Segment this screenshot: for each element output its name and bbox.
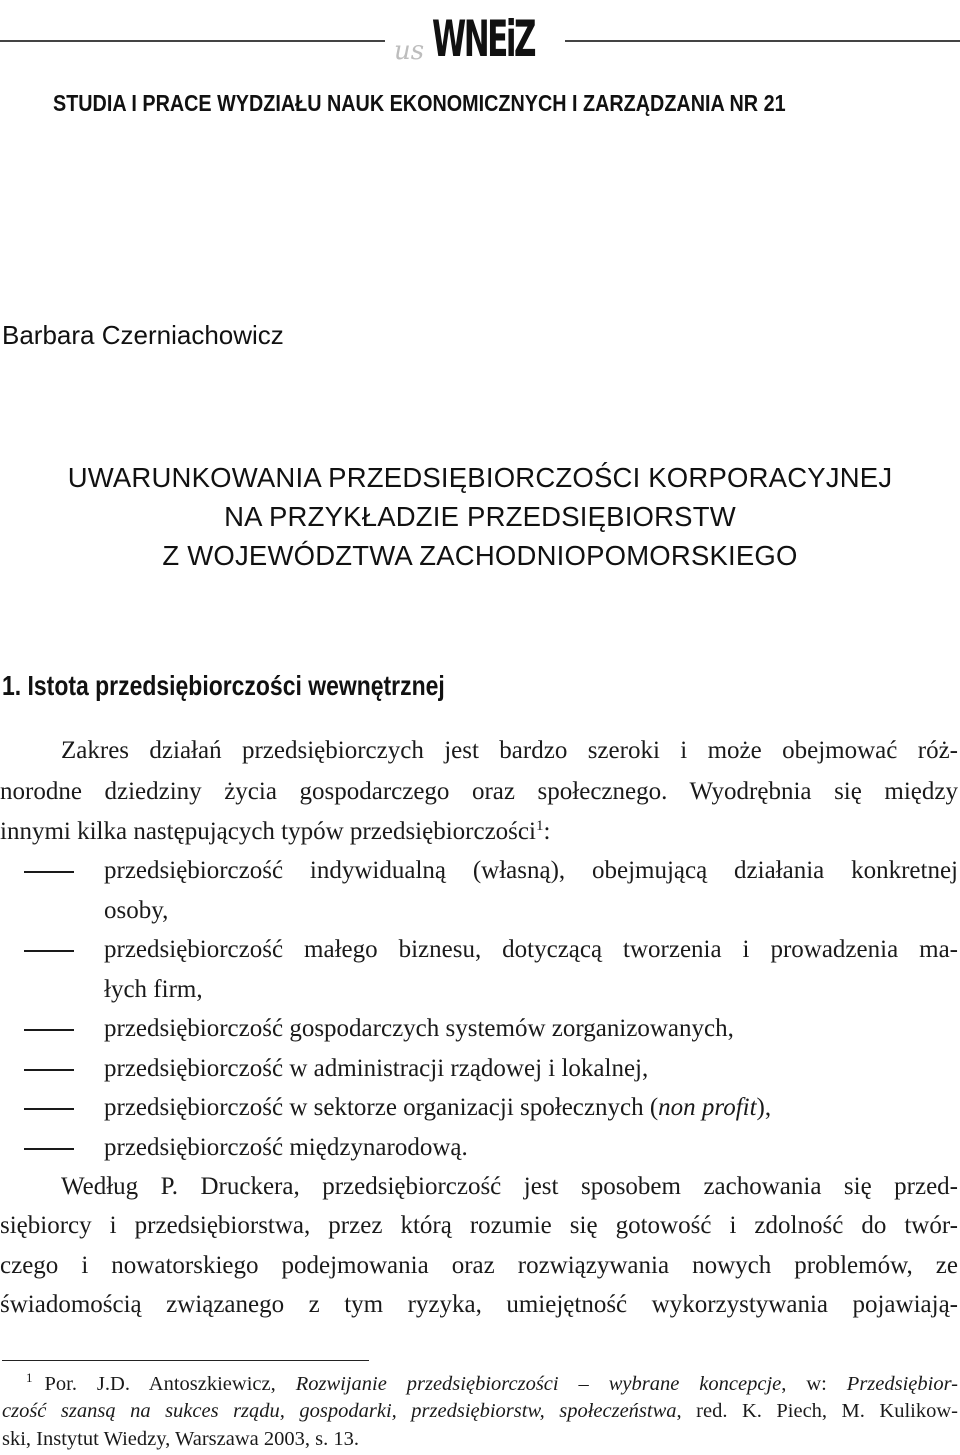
footnote-italic: czość szansą na sukces rządu, gospodarki, przedsiębiorstw, społeczeństwa <box>2 1400 677 1422</box>
list-dash <box>24 1108 74 1110</box>
title-line: UWARUNKOWANIA PRZEDSIĘBIORCZOŚCI KORPORACYJNEJ <box>67 462 893 493</box>
header-rule-right <box>565 40 960 42</box>
para1-line <box>0 818 550 846</box>
footnote-line <box>2 1400 958 1423</box>
header-rule-left <box>0 40 385 42</box>
footnote-line <box>26 1370 958 1396</box>
footnote-italic: Przedsiębior- <box>846 1373 958 1395</box>
list-item-italic: non profit <box>658 1094 757 1121</box>
list-dash <box>24 1069 74 1071</box>
footnote-line: ski, Instytut Wiedzy, Warszawa 2003, s. 13. <box>2 1428 359 1450</box>
list-item: przedsiębiorczość gospodarczych systemów zorganizowanych, <box>104 1015 734 1042</box>
para2-line: świadomością związanego z tym ryzyka, umiejętność wykorzystywania pojawiają- <box>0 1291 958 1318</box>
footnote-italic: Rozwijanie przedsiębiorczości – wybrane koncepcje <box>295 1373 782 1395</box>
list-dash <box>24 871 74 873</box>
footnote-rule <box>2 1360 369 1361</box>
footnote-text: Por. J.D. Antoszkiewicz, <box>44 1373 296 1395</box>
list-dash <box>24 950 74 952</box>
para2-line: siębiorcy i przedsiębiorstwa, przez którą rozumie się gotowość i zdolność do twór- <box>0 1212 958 1239</box>
footnote-number: 1 <box>26 1370 33 1385</box>
para1-line-text: innymi kilka następujących typów przedsiębiorczości <box>0 818 536 845</box>
section-heading: 1. Istota przedsiębiorczości wewnętrznej <box>2 670 445 701</box>
list-item-cont: osoby, <box>104 897 169 924</box>
footnote-text: , w: <box>781 1373 847 1395</box>
list-item <box>104 1094 771 1122</box>
title-line: NA PRZYKŁADZIE PRZEDSIĘBIORSTW <box>224 501 736 532</box>
list-item: przedsiębiorczość indywidualną (własną), obejmującą działania konkretnej <box>104 857 958 884</box>
list-item: przedsiębiorczość małego biznesu, dotyczącą tworzenia i prowadzenia ma- <box>104 936 958 963</box>
para1-line: Zakres działań przedsiębiorczych jest bardzo szeroki i może obejmować róż- <box>61 737 958 764</box>
list-item-text: przedsiębiorczość w sektorze organizacji społecznych ( <box>104 1094 659 1121</box>
article-title <box>0 458 960 575</box>
list-item-text-end: ), <box>756 1094 772 1121</box>
wneiz-logo <box>392 2 560 74</box>
list-item-cont: łych firm, <box>104 976 203 1003</box>
logo-text: WNEiZ <box>432 10 535 68</box>
list-dash <box>24 1148 74 1150</box>
journal-title: STUDIA I PRACE WYDZIAŁU NAUK EKONOMICZNYCH I ZARZĄDZANIA NR 21 <box>53 90 786 116</box>
footnote-text: , red. K. Piech, M. Kulikow- <box>676 1400 958 1422</box>
para1-line-end: : <box>543 818 551 845</box>
logo-prefix: us <box>394 36 425 66</box>
list-dash <box>24 1029 74 1031</box>
para1-line: norodne dziedziny życia gospodarczego oraz społecznego. Wyodrębnia się między <box>0 778 958 805</box>
list-item: przedsiębiorczość międzynarodową. <box>104 1134 468 1161</box>
author-name: Barbara Czerniachowicz <box>2 320 284 350</box>
para2-line: Według P. Druckera, przedsiębiorczość jest sposobem zachowania się przed- <box>61 1173 958 1200</box>
list-item: przedsiębiorczość w administracji rządowej i lokalnej, <box>104 1055 649 1082</box>
footnote-ref: 1 <box>535 818 544 834</box>
para2-line: czego i nowatorskiego podejmowania oraz rozwiązywania nowych problemów, ze <box>0 1252 958 1279</box>
title-line: Z WOJEWÓDZTWA ZACHODNIOPOMORSKIEGO <box>162 540 798 571</box>
